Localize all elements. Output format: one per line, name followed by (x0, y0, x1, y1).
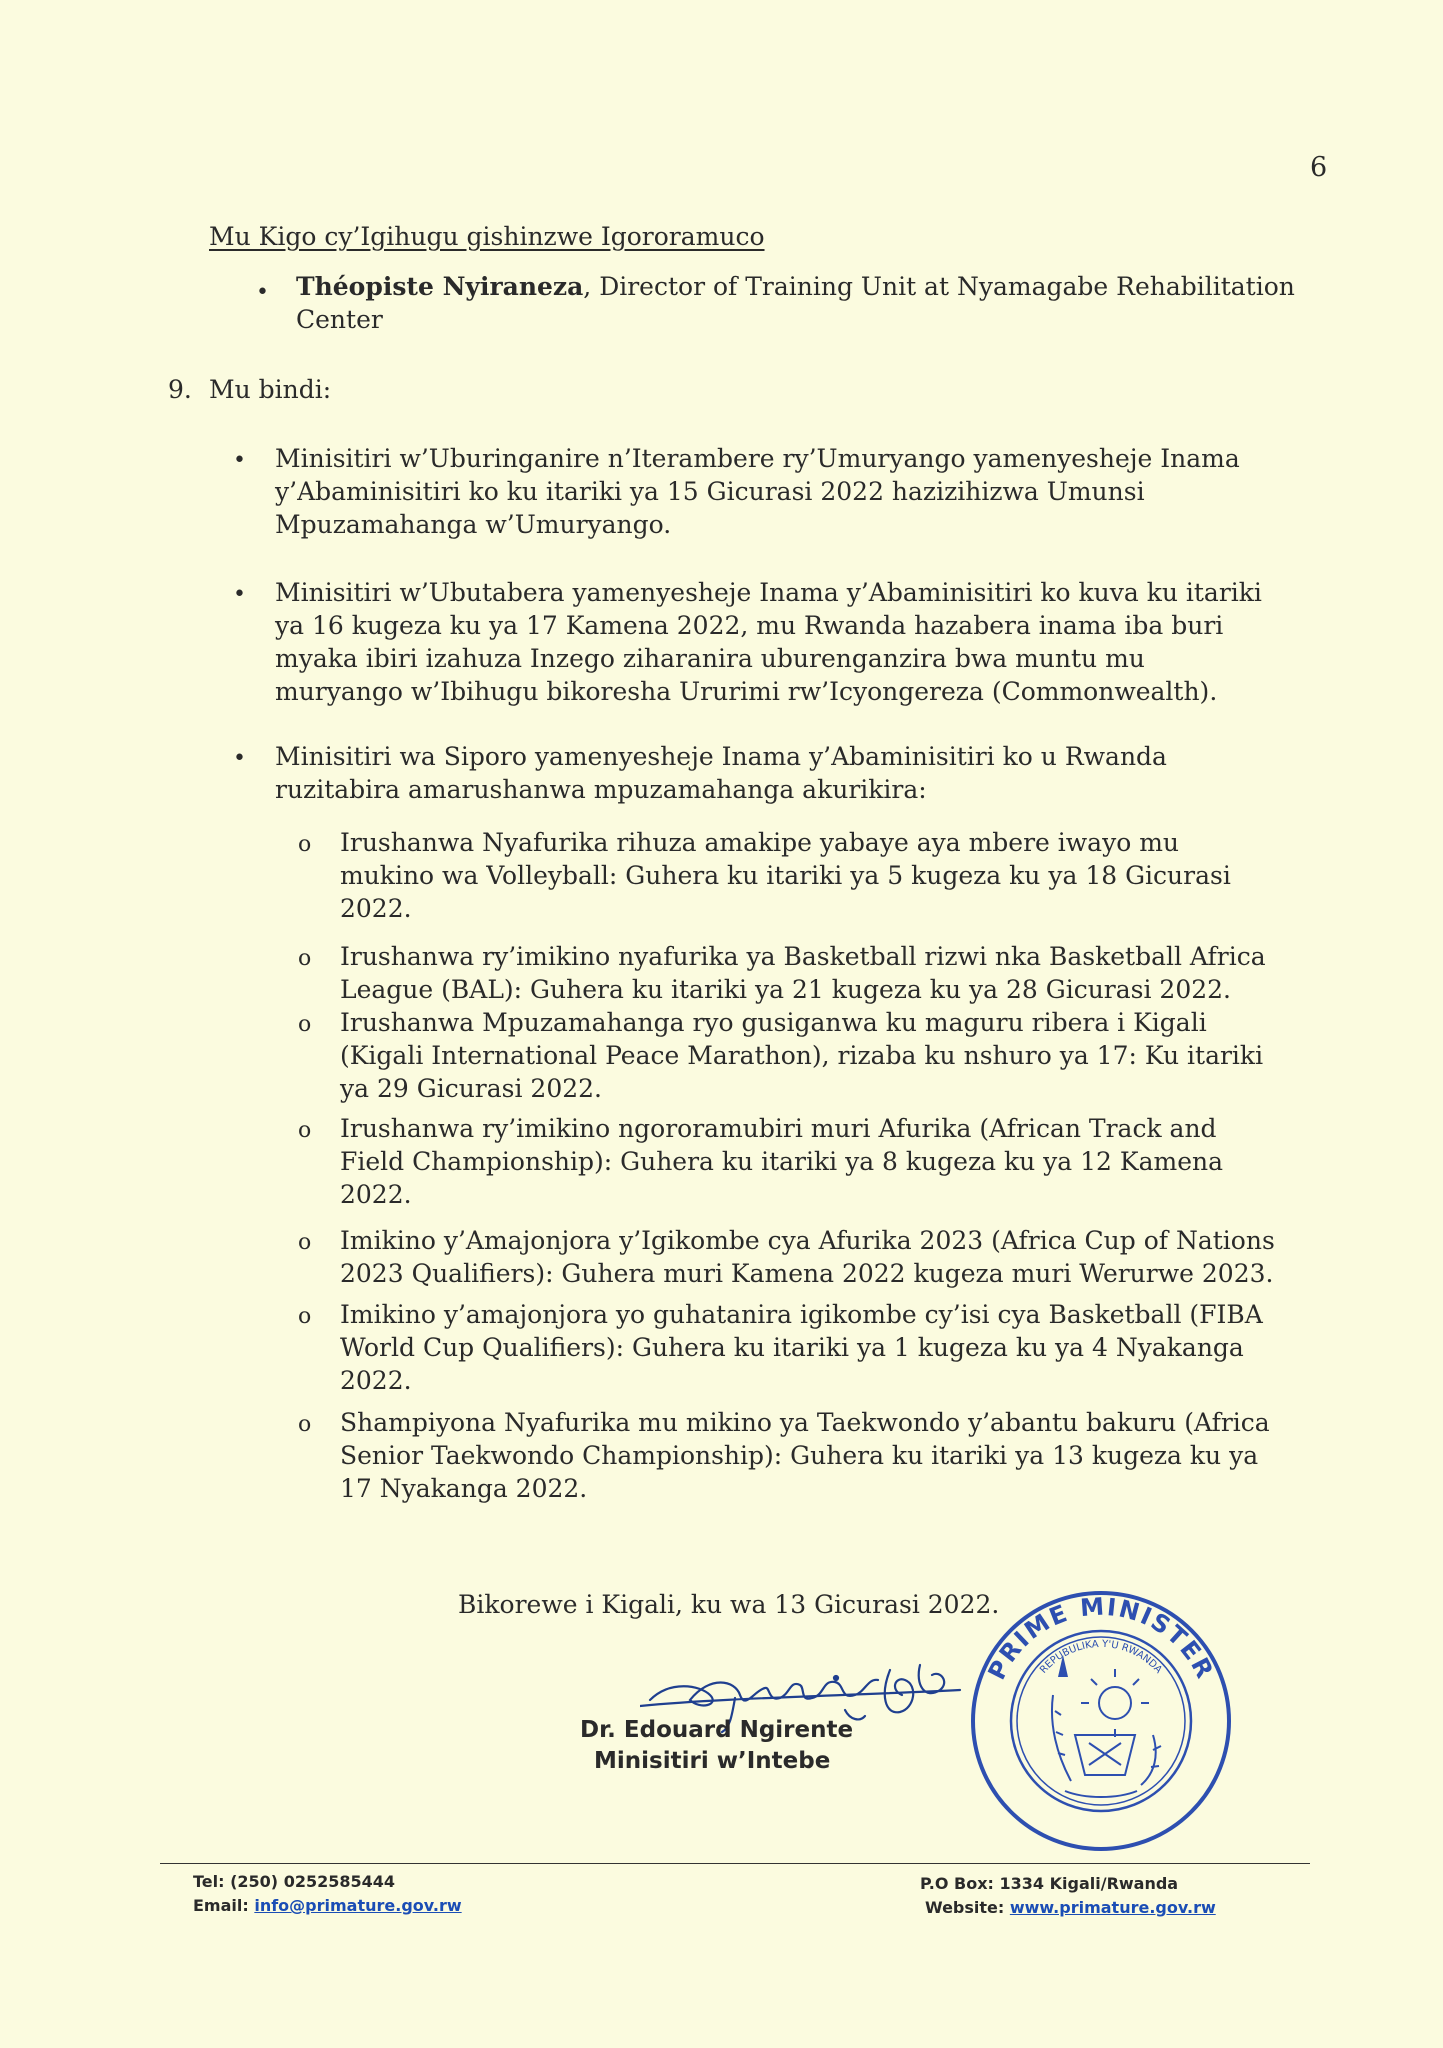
bullet-paragraph (275, 442, 1332, 541)
para-line: Imikino y’amajonjora yo guhatanira igikombe cy’isi cya Basketball (FIBA (340, 1300, 1263, 1329)
footer-email-link[interactable]: info@primature.gov.rw (254, 1896, 462, 1915)
para-line: 2022. (340, 894, 412, 923)
para-line: myaka ibiri izahuza Inzego ziharanira uburenganzira bwa muntu mu (275, 644, 1145, 673)
bullet-dot: • (233, 448, 246, 473)
footer-email-label: Email: (193, 1896, 255, 1915)
sub-item (340, 1006, 1332, 1105)
footer-tel: Tel: (250) 0252585444 (193, 1872, 396, 1891)
svg-text:PRIME MINISTER (983, 1592, 1220, 1684)
signer-name: Dr. Edouard Ngirente (580, 1717, 854, 1743)
sub-bullet-marker: o (298, 832, 312, 857)
sub-bullet-marker: o (298, 946, 312, 971)
appointee-entry (296, 270, 1336, 336)
svg-text:REPUBULIKA Y'U RWANDA (1038, 1639, 1164, 1676)
bullet-dot: • (256, 280, 269, 305)
para-line: 2022. (340, 1366, 412, 1395)
para-line: (Kigali International Peace Marathon), rizaba ku nshuro ya 17: Ku itariki (340, 1041, 1264, 1070)
para-line: Irushanwa ry’imikino ngororamubiri muri Afurika (African Track and (340, 1114, 1217, 1143)
footer-email-row (193, 1896, 462, 1915)
sub-item (340, 1112, 1332, 1211)
para-line: 2022. (340, 1180, 412, 1209)
bullet-dot: • (233, 582, 246, 607)
page-number: 6 (1310, 152, 1328, 183)
para-line: Minisitiri w’Uburinganire n’Iterambere ry’Umuryango yamenyesheje Inama (275, 444, 1240, 473)
sub-item (340, 940, 1332, 1006)
bullet-paragraph (275, 740, 1332, 806)
official-stamp-seal (965, 1585, 1237, 1857)
stamp-inner-text: REPUBULIKA Y'U RWANDA (1038, 1638, 1164, 1676)
para-line: Minisitiri wa Siporo yamenyesheje Inama y’Abaminisitiri ko u Rwanda (275, 742, 1167, 771)
appointee-name: Théopiste Nyiraneza (296, 272, 584, 301)
stamp-top-text: PRIME MINISTER (982, 1592, 1220, 1685)
sub-bullet-marker: o (298, 1118, 312, 1143)
footer-pobox: P.O Box: 1334 Kigali/Rwanda (920, 1874, 1179, 1893)
sub-item (340, 1406, 1332, 1505)
para-line: mukino wa Volleyball: Guhera ku itariki ya 5 kugeza ku ya 18 Gicurasi (340, 861, 1231, 890)
sub-item (340, 826, 1332, 925)
para-line: ruzitabira amarushanwa mpuzamahanga akurikira: (275, 775, 927, 804)
para-line: Irushanwa ry’imikino nyafurika ya Basketball rizwi nka Basketball Africa (340, 942, 1266, 971)
appointee-role: , Director of Training Unit at Nyamagabe Rehabilitation (583, 272, 1295, 301)
bullet-paragraph (275, 576, 1332, 708)
para-line: 2023 Qualifiers): Guhera muri Kamena 2022 kugeza muri Werurwe 2023. (340, 1259, 1274, 1288)
sub-item (340, 1224, 1332, 1290)
footer-divider (160, 1863, 1310, 1864)
para-line: Imikino y’Amajonjora y’Igikombe cya Afurika 2023 (Africa Cup of Nations (340, 1226, 1275, 1255)
item-heading: Mu bindi: (209, 375, 332, 404)
sub-bullet-marker: o (298, 1304, 312, 1329)
para-line: Irushanwa Nyafurika rihuza amakipe yabaye aya mbere iwayo mu (340, 828, 1180, 857)
para-line: League (BAL): Guhera ku itariki ya 21 kugeza ku ya 28 Gicurasi 2022. (340, 975, 1232, 1004)
para-line: Mpuzamahanga w’Umuryango. (275, 510, 672, 539)
para-line: Field Championship): Guhera ku itariki ya 8 kugeza ku ya 12 Kamena (340, 1147, 1223, 1176)
signer-title: Minisitiri w’Intebe (594, 1748, 831, 1774)
sub-bullet-marker: o (298, 1230, 312, 1255)
footer-website-link[interactable]: www.primature.gov.rw (1009, 1898, 1216, 1917)
para-line: Irushanwa Mpuzamahanga ryo gusiganwa ku maguru ribera i Kigali (340, 1008, 1207, 1037)
item-number: 9. (168, 375, 192, 404)
appointee-role-cont: Center (296, 305, 383, 334)
sub-item (340, 1298, 1332, 1397)
para-line: Shampiyona Nyafurika mu mikino ya Taekwondo y’abantu bakuru (Africa (340, 1408, 1270, 1437)
sub-bullet-marker: o (298, 1012, 312, 1037)
para-line: ya 16 kugeza ku ya 17 Kamena 2022, mu Rwanda hazabera inama iba buri (275, 611, 1224, 640)
para-line: World Cup Qualifiers): Guhera ku itariki ya 1 kugeza ku ya 4 Nyakanga (340, 1333, 1244, 1362)
para-line: Senior Taekwondo Championship): Guhera ku itariki ya 13 kugeza ku ya (340, 1441, 1259, 1470)
bullet-dot: • (233, 746, 246, 771)
footer-website-row (925, 1898, 1216, 1917)
signoff-text: Bikorewe i Kigali, ku wa 13 Gicurasi 2022. (458, 1590, 1000, 1619)
footer-website-label: Website: (925, 1898, 1010, 1917)
section-heading: Mu Kigo cy’Igihugu gishinzwe Igororamuco (209, 222, 765, 251)
sub-bullet-marker: o (298, 1412, 312, 1437)
para-line: Minisitiri w’Ubutabera yamenyesheje Inama y’Abaminisitiri ko kuva ku itariki (275, 578, 1262, 607)
para-line: 17 Nyakanga 2022. (340, 1474, 588, 1503)
para-line: ya 29 Gicurasi 2022. (340, 1074, 602, 1103)
para-line: y’Abaminisitiri ko ku itariki ya 15 Gicurasi 2022 hazizihizwa Umunsi (275, 477, 1145, 506)
para-line: muryango w’Ibihugu bikoresha Ururimi rw’Icyongereza (Commonwealth). (275, 677, 1218, 706)
